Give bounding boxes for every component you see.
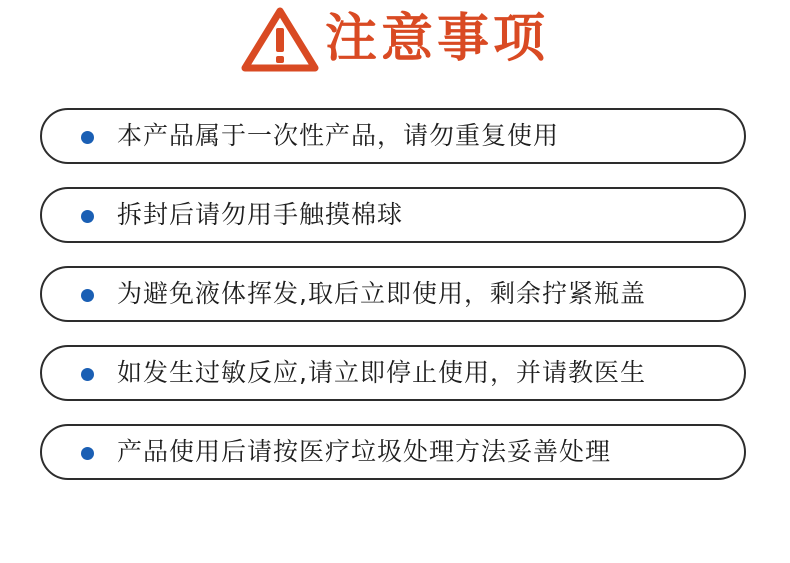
notice-item xyxy=(40,266,746,322)
bullet-dot-icon xyxy=(81,447,94,460)
notice-text: 本产品属于一次性产品，请勿重复使用 xyxy=(117,121,560,150)
page-title: 注意事项 xyxy=(324,9,549,69)
notice-item xyxy=(40,108,746,164)
bullet-dot-icon xyxy=(81,289,94,302)
notice-item xyxy=(40,187,746,243)
notice-text: 为避免液体挥发,取后立即使用，剩余拧紧瓶盖 xyxy=(117,279,646,308)
notice-text: 产品使用后请按医疗垃圾处理方法妥善处理 xyxy=(117,437,612,466)
notice-item xyxy=(40,424,746,480)
header xyxy=(0,4,790,74)
warning-triangle-icon xyxy=(241,6,319,72)
bullet-dot-icon xyxy=(81,131,94,144)
notice-item xyxy=(40,345,746,401)
bullet-dot-icon xyxy=(81,210,94,223)
notice-text: 拆封后请勿用手触摸棉球 xyxy=(117,200,404,229)
notice-text: 如发生过敏反应,请立即停止使用，并请教医生 xyxy=(117,358,646,387)
bullet-dot-icon xyxy=(81,368,94,381)
